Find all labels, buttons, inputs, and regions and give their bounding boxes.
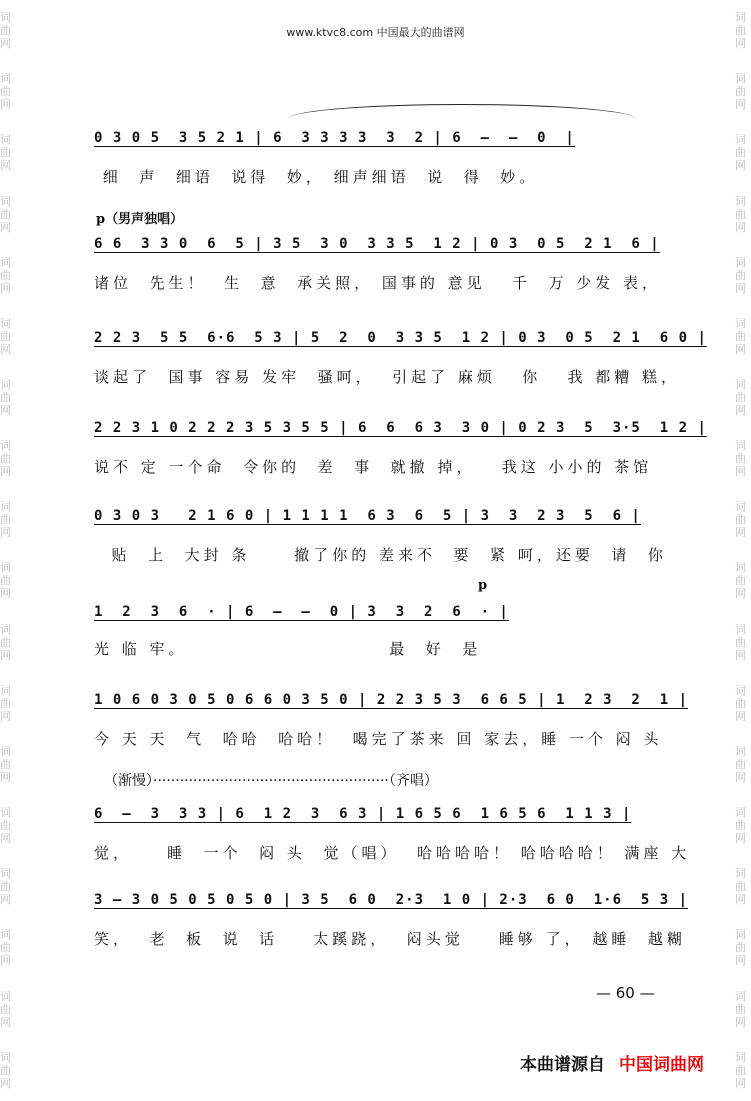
notation-line-2: 6 6 3 3 0 6 5 | 3 5 3 0 3 3 5 1 2 | 0 3 0 5 2 1 6 |: [94, 236, 660, 252]
watermark-text: 词曲网: [0, 928, 11, 968]
footer-brand-link[interactable]: 中国词曲网: [619, 1055, 704, 1075]
watermark-text: 词曲网: [0, 72, 11, 112]
watermark-text: 词曲网: [0, 500, 11, 540]
notation-line-8: 6 — 3 3 3 | 6 1 2 3 6 3 | 1 6 5 6 1 6 5 6 1 1 3 |: [94, 806, 632, 822]
watermark-text: 词曲网: [735, 133, 746, 173]
watermark-text: 词曲网: [735, 806, 746, 846]
watermark-text: 词曲网: [0, 194, 11, 234]
lyrics-line-1: 细 声 细语 说得 妙， 细声细语 说 得 妙。: [94, 168, 539, 186]
watermark-text: 词曲网: [735, 72, 746, 112]
footer-source-label: 本曲谱源自: [520, 1055, 605, 1075]
watermark-text: 词曲网: [0, 255, 11, 295]
watermark-text: 词曲网: [0, 1050, 11, 1090]
tempo-right: （齐唱）: [388, 773, 438, 789]
tempo-left: （渐慢）: [104, 773, 153, 789]
watermark-text: 词曲网: [735, 378, 746, 418]
tempo-dots: ·····················································: [153, 773, 389, 789]
lyrics-line-7: 今 天 天 气 哈哈 哈哈！ 喝完了茶来 回 家去，睡 一个 闷 头: [94, 730, 663, 748]
footer-credit: [520, 1050, 704, 1075]
notation-line-1: 0 3 0 5 3 5 2 1 | 6 3 3 3 3 3 2 | 6 — — 0 |: [94, 130, 575, 146]
watermark-text: 词曲网: [735, 439, 746, 479]
lyrics-line-3: 谈起了 国事 容易 发牢 骚呵， 引起了 麻烦 你 我 都糟 糕，: [94, 368, 681, 386]
watermark-text: 词曲网: [0, 11, 11, 51]
lyrics-line-8: 觉， 睡 一个 闷 头 觉（唱） 哈哈哈哈！ 哈哈哈哈！ 满座 大: [94, 844, 691, 862]
watermark-text: 词曲网: [735, 561, 746, 601]
watermark-text: 词曲网: [0, 683, 11, 723]
watermark-text: 词曲网: [0, 622, 11, 662]
lyrics-line-5: 贴 上 大封 条 撤了你的 差来不 要 紧 呵，还要 请 你: [94, 546, 667, 564]
site-header: www.ktvc8.com 中国最大的曲谱网: [286, 26, 465, 39]
watermark-text: 词曲网: [0, 744, 11, 784]
watermark-text: 词曲网: [735, 683, 746, 723]
notation-line-7: 1 0 6 0 3 0 5 0 6 6 0 3 5 0 | 2 2 3 5 3 6 6 5 | 1 2 3 2 1 |: [94, 692, 689, 708]
watermark-text: 词曲网: [735, 316, 746, 356]
lyrics-line-6: 光 临 牢。 最 好 是: [94, 640, 482, 658]
right-watermark-strip: [735, 0, 751, 1101]
watermark-text: 词曲网: [0, 378, 11, 418]
watermark-text: 词曲网: [0, 806, 11, 846]
tempo-marking: [104, 770, 644, 790]
notation-line-3: 2 2 3 5 5 6·6 5 3 | 5 2 0 3 3 5 1 2 | 0 3 0 5 2 1 6 0 |: [94, 330, 707, 346]
watermark-text: 词曲网: [735, 622, 746, 662]
watermark-text: 词曲网: [735, 744, 746, 784]
dynamic-mark: p（男声独唱）: [96, 212, 184, 227]
watermark-text: 词曲网: [0, 867, 11, 907]
notation-line-6: 1 2 3 6 · | 6 — — 0 | 3 3 2 6 · |: [94, 604, 509, 620]
notation-line-5: 0 3 0 3 2 1 6 0 | 1 1 1 1 6 3 6 5 | 3 3 2 3 5 6 |: [94, 508, 641, 524]
watermark-text: 词曲网: [735, 255, 746, 295]
notation-line-4: 2 2 3 1 0 2 2 2 3 5 3 5 5 | 6 6 6 3 3 0 | 0 2 3 5 3·5 1 2 |: [94, 420, 707, 436]
lyrics-line-2: 诸位 先生！ 生 意 承关照， 国事的 意见 千 万 少发 表，: [94, 274, 662, 292]
lyrics-line-4: 说不 定 一个命 令你的 差 事 就撤 掉， 我这 小小的 茶馆: [94, 458, 653, 476]
dynamic-mark-p: p: [478, 578, 488, 593]
left-watermark-strip: [0, 0, 16, 1101]
watermark-text: 词曲网: [735, 1050, 746, 1090]
watermark-text: 词曲网: [735, 194, 746, 234]
notation-line-9: 3 — 3 0 5 0 5 0 5 0 | 3 5 6 0 2·3 1 0 | 2·3 6 0 1·6 5 3 |: [94, 892, 689, 908]
watermark-text: 词曲网: [0, 439, 11, 479]
watermark-text: 词曲网: [735, 928, 746, 968]
watermark-text: 词曲网: [0, 561, 11, 601]
tie-arc: [288, 104, 636, 119]
watermark-text: 词曲网: [0, 133, 11, 173]
watermark-text: 词曲网: [735, 989, 746, 1029]
page-number: — 60 —: [596, 984, 655, 1002]
watermark-text: 词曲网: [735, 867, 746, 907]
watermark-text: 词曲网: [0, 316, 11, 356]
watermark-text: 词曲网: [735, 11, 746, 51]
watermark-text: 词曲网: [735, 500, 746, 540]
lyrics-line-9: 笑， 老 板 说 话 太蹊跷， 闷头觉 睡够 了， 越睡 越糊: [94, 930, 686, 948]
watermark-text: 词曲网: [0, 989, 11, 1029]
